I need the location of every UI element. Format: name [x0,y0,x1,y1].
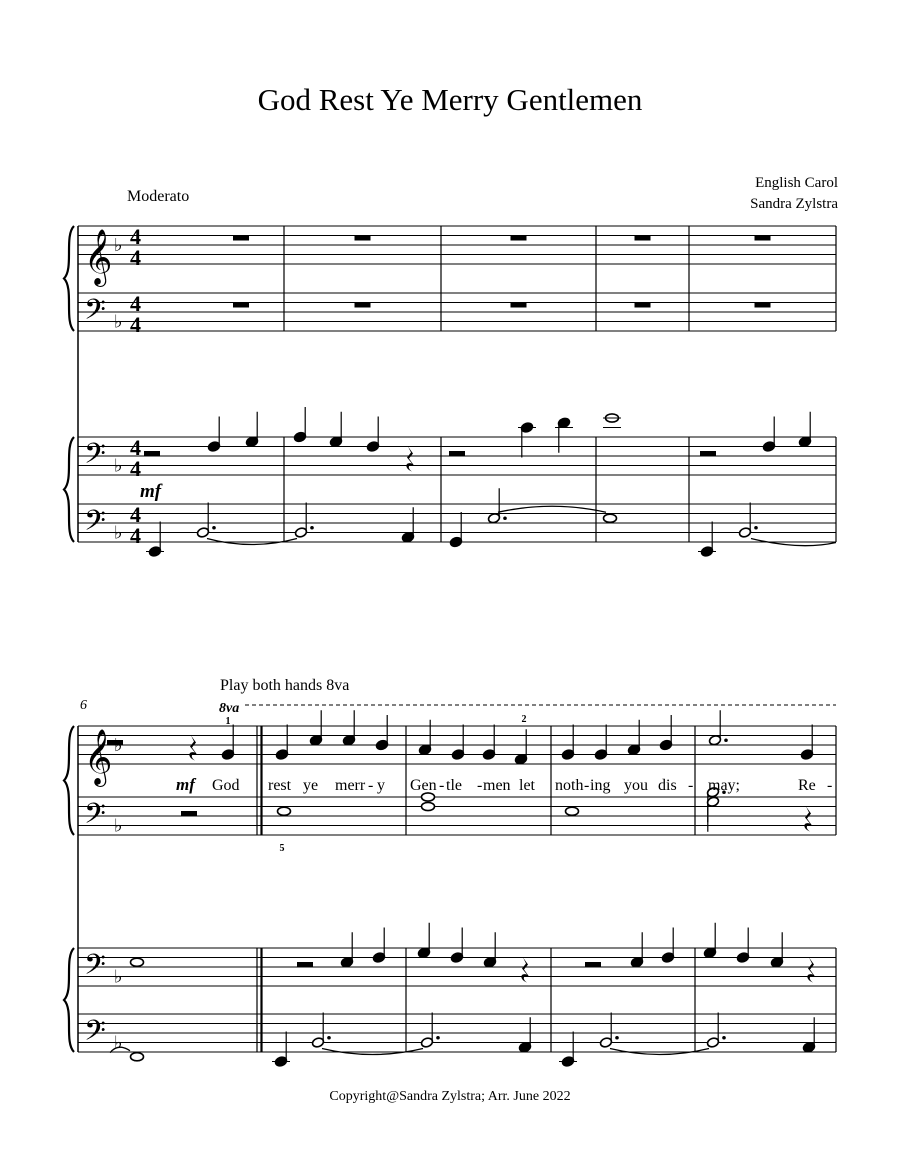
augmentation-dot [327,1036,331,1040]
augmentation-dot [212,526,216,530]
tempo-marking: Moderato [127,188,190,205]
brace [64,437,74,542]
time-signature-bottom: 4 [130,456,141,481]
quarter-rest [521,958,529,983]
treble-clef-icon: 𝄞 [84,729,113,785]
notehead [604,514,617,522]
music-notation [107,236,836,1068]
notehead [278,807,291,815]
lyric-syllable: you [624,777,648,794]
whole-rest [635,236,651,241]
lyric-syllable: God [212,777,240,794]
staff-lines [78,226,836,1052]
notehead [566,807,579,815]
notehead [131,958,144,966]
lyric-syllable: noth [555,777,584,794]
lyric-syllable: - [477,777,483,794]
whole-rest [755,236,771,241]
time-signature-bottom: 4 [130,312,141,337]
lyric-syllable: merr [335,777,366,794]
half-rest [181,811,197,816]
whole-rest [233,303,249,308]
quarter-rest [189,736,197,761]
lyric-syllable: - [584,777,590,794]
barlines [64,226,836,1052]
lyric-syllable: - [688,777,694,794]
lyric-syllable: Gen [410,777,437,794]
lyric-syllable: ye [303,777,319,794]
whole-rest [355,236,371,241]
dynamic-marking: mf [176,775,195,794]
half-rest [449,451,465,456]
whole-rest [511,303,527,308]
time-signature-bottom: 4 [130,245,141,270]
measure-number: 6 [80,698,87,713]
half-rest [585,962,601,967]
lyric-syllable: - [368,777,374,794]
bass-clef-icon: 𝄢 [84,1014,106,1055]
time-signature-top: 4 [130,224,141,249]
lyric-syllable: dis [658,777,677,794]
bass-clef-icon: 𝄢 [84,797,106,838]
augmentation-dot [615,1036,619,1040]
half-rest [297,962,313,967]
whole-rest [511,236,527,241]
lyric-syllable: y [377,777,385,794]
augmentation-dot [310,526,314,530]
page-title: God Rest Ye Merry Gentlemen [257,82,643,117]
bass-clef-icon: 𝄢 [84,293,106,334]
half-rest [144,451,160,456]
composer-line-2: Sandra Zylstra [750,196,838,212]
ottava-marking: 8va [219,701,240,716]
score-text [80,224,832,1055]
whole-rest [355,303,371,308]
notehead [422,793,435,801]
brace [64,948,74,1052]
key-flat-icon: ♭ [114,522,123,544]
time-signature-top: 4 [130,291,141,316]
key-flat-icon: ♭ [114,455,123,477]
composer-line-1: English Carol [755,175,838,191]
brace [64,226,74,331]
lyric-syllable: let [519,777,535,794]
time-signature-bottom: 4 [130,523,141,548]
time-signature-top: 4 [130,502,141,527]
fingering-number: 1 [225,716,231,727]
augmentation-dot [724,738,728,742]
lyric-syllable: Re [798,777,816,794]
bass-clef-icon: 𝄢 [84,437,106,478]
quarter-rest [807,958,815,983]
half-rest [700,451,716,456]
lyric-syllable: men [483,777,511,794]
key-flat-icon: ♭ [114,311,123,333]
notehead [422,802,435,810]
key-flat-icon: ♭ [114,1032,123,1054]
key-flat-icon: ♭ [114,815,123,837]
notehead [131,1053,144,1061]
fingering-number: 2 [521,714,527,725]
key-flat-icon: ♭ [114,735,123,756]
key-flat-icon: ♭ [114,235,123,256]
lyric-syllable: - [827,777,833,794]
quarter-rest [406,447,414,472]
lyric-syllable: rest [268,777,292,794]
augmentation-dot [503,516,507,520]
brace [64,726,74,835]
augmentation-dot [436,1036,440,1040]
instruction-text: Play both hands 8va [220,677,350,694]
dynamic-marking: mf [140,481,162,502]
augmentation-dot [722,1036,726,1040]
bass-clef-icon: 𝄢 [84,948,106,989]
lyric-syllable: ing [590,777,611,794]
key-flat-icon: ♭ [114,966,123,988]
copyright-notice: Copyright@Sandra Zylstra; Arr. June 2022 [329,1089,571,1104]
tie [498,506,606,512]
whole-rest [755,303,771,308]
lyric-syllable: - [439,777,445,794]
bass-clef-icon: 𝄢 [84,504,106,545]
time-signature-top: 4 [130,435,141,460]
fingering-number: 5 [279,843,285,854]
augmentation-dot [754,526,758,530]
lyric-syllable: may; [708,777,740,794]
lyric-syllable: tle [446,777,462,794]
quarter-rest [804,807,812,832]
whole-rest [233,236,249,241]
whole-rest [635,303,651,308]
treble-clef-icon: 𝄞 [84,229,113,285]
